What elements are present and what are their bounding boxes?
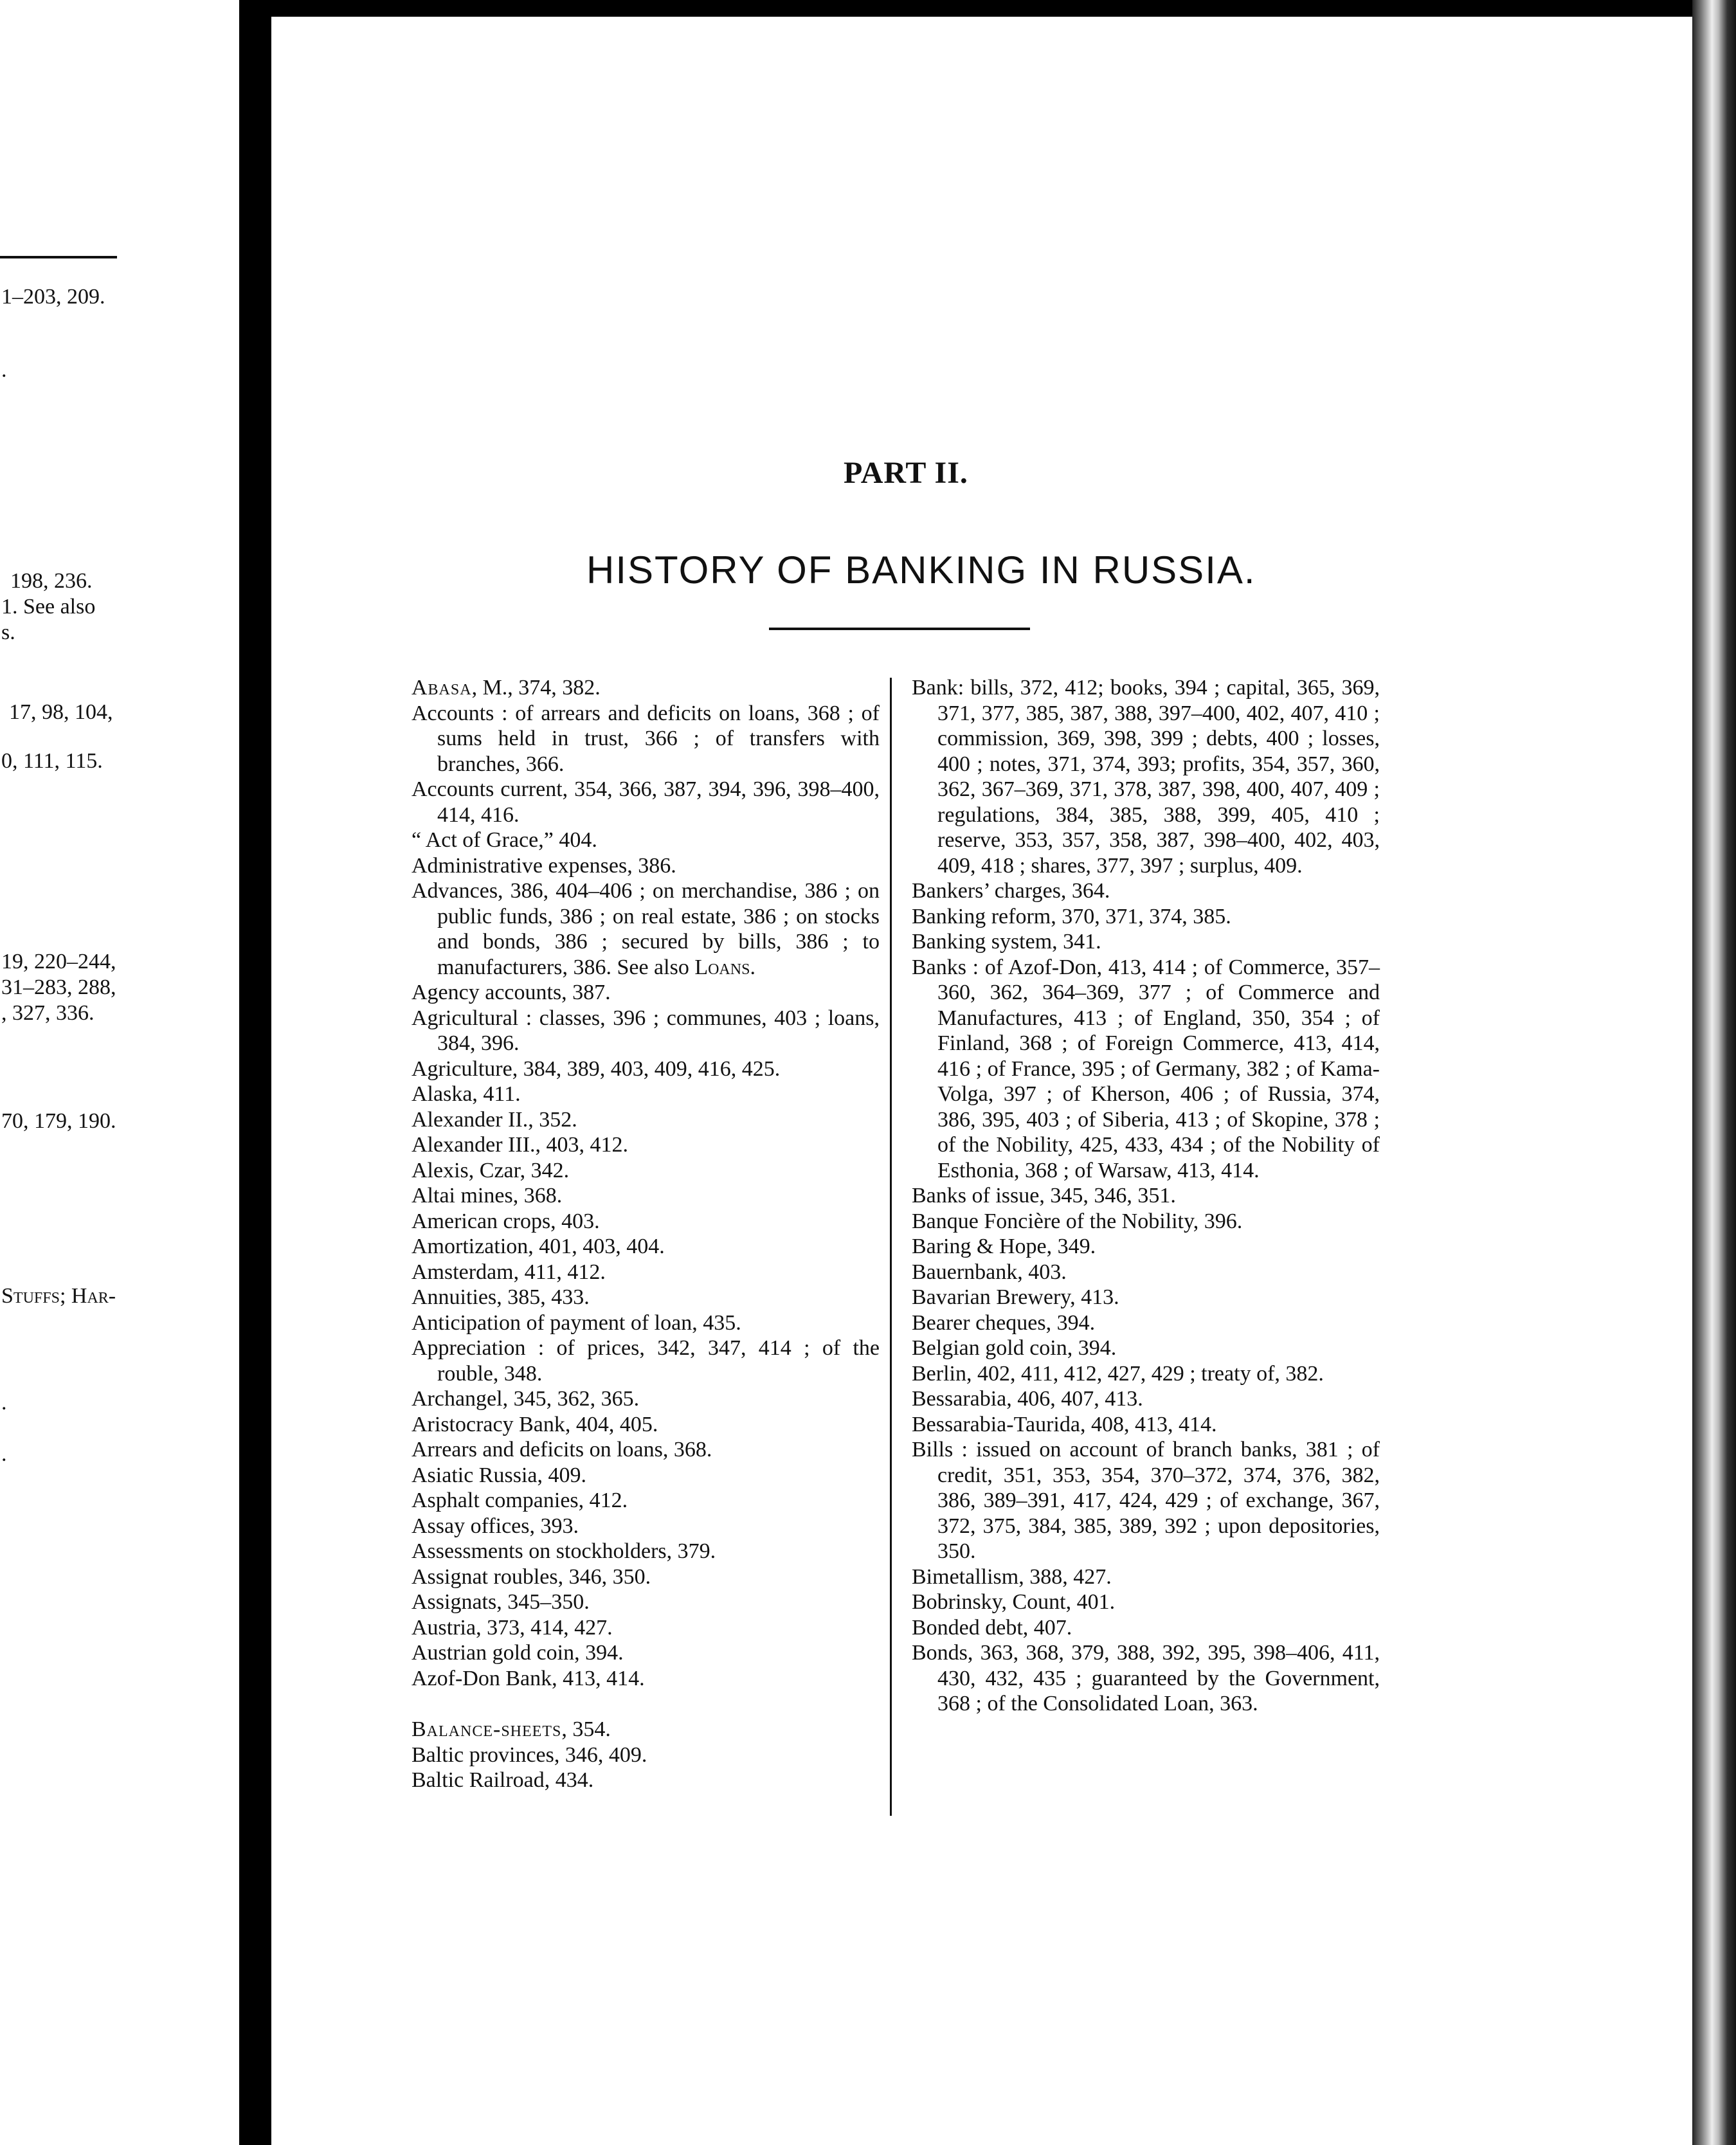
index-entry-lead: Balance-sheets bbox=[411, 1717, 562, 1741]
index-entry-text: Arrears and deficits on loans, 368. bbox=[411, 1438, 712, 1462]
index-entry-text: Bonds, 363, 368, 379, 388, 392, 395, 398–406, 411, 430, 432, 435 ; guaranteed by the Government, 368 ; of the Consolidated Loan, 363. bbox=[912, 1641, 1380, 1715]
title-rule bbox=[769, 628, 1030, 630]
index-entry bbox=[411, 1514, 880, 1539]
index-entry bbox=[411, 1463, 880, 1489]
index-entry-text: Altai mines, 368. bbox=[411, 1184, 563, 1208]
facing-page-fragment: 31–283, 288, bbox=[1, 975, 116, 999]
index-entry bbox=[411, 1386, 880, 1412]
index-entry-text: Archangel, 345, 362, 365. bbox=[411, 1387, 640, 1411]
index-entry bbox=[411, 1234, 880, 1260]
facing-page-fragment: s. bbox=[1, 620, 15, 644]
index-entry-text: Administrative expenses, 386. bbox=[411, 853, 676, 878]
index-entry-text: Aristocracy Bank, 404, 405. bbox=[411, 1412, 658, 1436]
index-entry-text: Berlin, 402, 411, 412, 427, 429 ; treaty of, 382. bbox=[912, 1361, 1324, 1386]
index-entry bbox=[912, 1234, 1380, 1260]
facing-page-rule bbox=[0, 256, 117, 258]
facing-page bbox=[0, 0, 239, 2145]
index-entry bbox=[912, 1310, 1380, 1336]
index-entry-text: Assignats, 345–350. bbox=[411, 1590, 590, 1614]
facing-page-fragment: 1. See also bbox=[1, 595, 96, 619]
index-entry-text: Appreciation : of prices, 342, 347, 414 ; of the rouble, 348. bbox=[411, 1336, 880, 1386]
index-entry bbox=[411, 1310, 880, 1336]
index-entry-text: Accounts : of arrears and deficits on loans, 368 ; of sums held in trust, 366 ; of transfers with branches, 366. bbox=[411, 701, 880, 776]
column-divider bbox=[890, 678, 892, 1816]
index-entry-text: Asphalt companies, 412. bbox=[411, 1489, 628, 1512]
index-entry-text: Alexis, Czar, 342. bbox=[411, 1158, 570, 1182]
index-entry-text: Banking reform, 370, 371, 374, 385. bbox=[912, 904, 1231, 928]
index-entry bbox=[411, 1335, 880, 1386]
index-entry bbox=[411, 1589, 880, 1615]
index-entry-lead: Abasa bbox=[411, 676, 472, 700]
index-entry bbox=[411, 777, 880, 828]
index-entry bbox=[411, 1260, 880, 1285]
index-entry-text: Baring & Hope, 349. bbox=[912, 1235, 1096, 1258]
index-entry bbox=[411, 980, 880, 1006]
index-entry-text: Assessments on stockholders, 379. bbox=[411, 1539, 716, 1563]
index-entry-text: Austrian gold coin, 394. bbox=[411, 1641, 624, 1665]
index-entry bbox=[411, 1056, 880, 1082]
index-entry-text: Bearer cheques, 394. bbox=[912, 1310, 1096, 1335]
index-entry-text: Alaska, 411. bbox=[411, 1082, 521, 1106]
index-entry bbox=[411, 878, 880, 980]
index-entry-text: Bessarabia-Taurida, 408, 413, 414. bbox=[912, 1412, 1217, 1436]
index-entry-text: Baltic provinces, 346, 409. bbox=[411, 1742, 647, 1767]
page-title: HISTORY OF BANKING IN RUSSIA. bbox=[586, 548, 1256, 592]
index-entry bbox=[411, 1717, 880, 1742]
facing-page-fragment: 17, 98, 104, bbox=[9, 700, 113, 724]
index-entry bbox=[411, 1082, 880, 1107]
index-entry bbox=[912, 955, 1380, 1184]
index-entry-text: Agricultural : classes, 396 ; communes, 403 ; loans, 384, 396. bbox=[411, 1006, 880, 1055]
index-entry-text: Banks of issue, 345, 346, 351. bbox=[912, 1184, 1176, 1208]
facing-page-fragment: 19, 220–244, bbox=[1, 950, 116, 973]
index-page bbox=[271, 17, 1692, 2145]
facing-page-fragment: . bbox=[1, 1391, 7, 1415]
index-entry bbox=[411, 1412, 880, 1438]
index-entry-text: Anticipation of payment of loan, 435. bbox=[411, 1310, 741, 1335]
index-entry-text: Bauernbank, 403. bbox=[912, 1260, 1067, 1284]
index-entry bbox=[411, 675, 880, 701]
index-entry bbox=[411, 853, 880, 879]
index-entry bbox=[411, 1615, 880, 1641]
index-entry bbox=[912, 1589, 1380, 1615]
index-entry bbox=[411, 1209, 880, 1235]
facing-page-fragment: 198, 236. bbox=[10, 569, 93, 593]
index-entry-text: Banking system, 341. bbox=[912, 930, 1101, 954]
index-column-left bbox=[411, 675, 880, 1793]
index-entry bbox=[411, 1742, 880, 1768]
index-entry-text: Banque Foncière of the Nobility, 396. bbox=[912, 1209, 1243, 1233]
index-entry-text: Bavarian Brewery, 413. bbox=[912, 1285, 1119, 1309]
index-entry-text: Belgian gold coin, 394. bbox=[912, 1336, 1117, 1360]
index-entry-text: Bonded debt, 407. bbox=[912, 1615, 1072, 1640]
index-entry-text: Alexander II., 352. bbox=[411, 1107, 577, 1132]
index-entry bbox=[912, 1285, 1380, 1310]
index-entry bbox=[912, 1361, 1380, 1387]
index-entry-text: Assay offices, 393. bbox=[411, 1514, 579, 1538]
index-entry-text: Bessarabia, 406, 407, 413. bbox=[912, 1387, 1143, 1411]
part-heading: PART II. bbox=[844, 456, 968, 490]
index-entry bbox=[912, 904, 1380, 930]
index-entry bbox=[411, 828, 880, 853]
facing-page-fragment: 1–203, 209. bbox=[1, 285, 105, 309]
index-entry bbox=[411, 1768, 880, 1793]
index-entry bbox=[411, 1183, 880, 1209]
index-entry bbox=[411, 1488, 880, 1514]
index-entry bbox=[411, 1107, 880, 1133]
index-entry bbox=[912, 1615, 1380, 1641]
index-entry-text: Amsterdam, 411, 412. bbox=[411, 1260, 606, 1284]
index-entry-text: Azof-Don Bank, 413, 414. bbox=[411, 1666, 645, 1690]
index-entry-text: Baltic Railroad, 434. bbox=[411, 1768, 594, 1792]
index-entry-text: Bills : issued on account of branch banks, 381 ; of credit, 351, 353, 354, 370–372, 374, 376, 382, 386, 389–391, 417, 424, 429 ; of exchange, 367, 372, 375, 384, 385, 389, 392 ; upon depositories, 350. bbox=[912, 1438, 1380, 1563]
index-entry bbox=[411, 1564, 880, 1590]
index-entry-text: Annuities, 385, 433. bbox=[411, 1285, 590, 1309]
index-entry-text: American crops, 403. bbox=[411, 1209, 600, 1233]
index-entry bbox=[912, 1412, 1380, 1438]
index-entry bbox=[912, 1335, 1380, 1361]
index-entry-text: Advances, 386, 404–406 ; on merchandise, 386 ; on public funds, 386 ; on real estate, 386 ; on stocks and bonds, 386 ; secured by bills, 386 ; to manufacturers, 386. See also bbox=[411, 879, 880, 979]
index-entry bbox=[912, 1386, 1380, 1412]
index-entry bbox=[411, 1006, 880, 1056]
index-entry bbox=[912, 929, 1380, 955]
index-entry-text: Assignat roubles, 346, 350. bbox=[411, 1564, 651, 1589]
index-column-right bbox=[912, 675, 1380, 1717]
facing-page-fragment: 70, 179, 190. bbox=[1, 1109, 116, 1133]
facing-page-fragment: Stuffs; Har- bbox=[1, 1284, 116, 1308]
facing-page-fragment: 0, 111, 115. bbox=[1, 749, 103, 773]
index-entry bbox=[411, 1539, 880, 1564]
index-entry bbox=[912, 1564, 1380, 1590]
page-edge-shadow bbox=[1692, 0, 1736, 2145]
index-entry-text: Bimetallism, 388, 427. bbox=[912, 1564, 1112, 1589]
facing-page-fragment: . bbox=[1, 358, 7, 382]
index-entry bbox=[411, 1437, 880, 1463]
index-entry-text: Alexander III., 403, 412. bbox=[411, 1133, 629, 1157]
index-entry bbox=[411, 1640, 880, 1666]
index-entry-text: Bank: bills, 372, 412; books, 394 ; capital, 365, 369, 371, 377, 385, 387, 388, 397–400, 402, 407, 410 ; commission, 369, 398, 399 ; debts, 400 ; losses, 400 ; notes, 371, 374, 393; profits, 354, 357, 360, 362, 367–369, 371, 378, 387, 398, 400, 407, 409 ; regulations, 384, 385, 388, 399, 405, 410 ; reserve, 353, 357, 358, 387, 398–400, 402, 403, 409, 418 ; shares, 377, 397 ; surplus, 409. bbox=[912, 676, 1380, 878]
index-entry bbox=[912, 1640, 1380, 1717]
index-entry-text: Agency accounts, 387. bbox=[411, 981, 611, 1004]
index-entry-text: Accounts current, 354, 366, 387, 394, 396, 398–400, 414, 416. bbox=[411, 777, 880, 827]
facing-page-fragment: , 327, 336. bbox=[1, 1001, 95, 1025]
index-section-gap bbox=[411, 1691, 880, 1717]
facing-page-fragment: . bbox=[1, 1442, 7, 1466]
index-entry bbox=[912, 1437, 1380, 1564]
index-entry-text: Austria, 373, 414, 427. bbox=[411, 1615, 613, 1640]
index-entry-text: , 354. bbox=[561, 1717, 611, 1741]
index-entry-text: Amortization, 401, 403, 404. bbox=[411, 1235, 665, 1258]
index-entry-text: “ Act of Grace,” 404. bbox=[411, 828, 597, 852]
book-gutter bbox=[239, 0, 271, 2145]
index-entry bbox=[411, 1285, 880, 1310]
index-entry-text: Bankers’ charges, 364. bbox=[912, 879, 1110, 903]
index-entry bbox=[912, 1209, 1380, 1235]
index-entry-text: Bobrinsky, Count, 401. bbox=[912, 1590, 1116, 1614]
index-entry bbox=[411, 1158, 880, 1184]
index-entry-text: Banks : of Azof-Don, 413, 414 ; of Commerce, 357–360, 362, 364–369, 377 ; of Commerce and Manufactures, 413 ; of England, 350, 354 ; of Finland, 368 ; of Foreign Commerce, 413, 414, 416 ; of France, 395 ; of Germany, 382 ; of Kama-Volga, 397 ; of Kherson, 406 ; of Russia, 374, 386, 395, 403 ; of Siberia, 413 ; of Skopine, 378 ; of the Nobility, 425, 433, 434 ; of the Nobility of Esthonia, 368 ; of Warsaw, 413, 414. bbox=[912, 955, 1380, 1182]
index-cross-reference: Loans. bbox=[694, 955, 755, 979]
index-entry bbox=[912, 1260, 1380, 1285]
index-entry bbox=[912, 1183, 1380, 1209]
index-entry-text: Agriculture, 384, 389, 403, 409, 416, 425. bbox=[411, 1056, 781, 1081]
index-entry bbox=[411, 701, 880, 777]
index-entry-text: , M., 374, 382. bbox=[471, 676, 601, 700]
index-entry bbox=[912, 675, 1380, 878]
index-entry bbox=[411, 1132, 880, 1158]
index-entry-text: Asiatic Russia, 409. bbox=[411, 1463, 586, 1487]
index-entry bbox=[912, 878, 1380, 904]
index-entry bbox=[411, 1666, 880, 1692]
